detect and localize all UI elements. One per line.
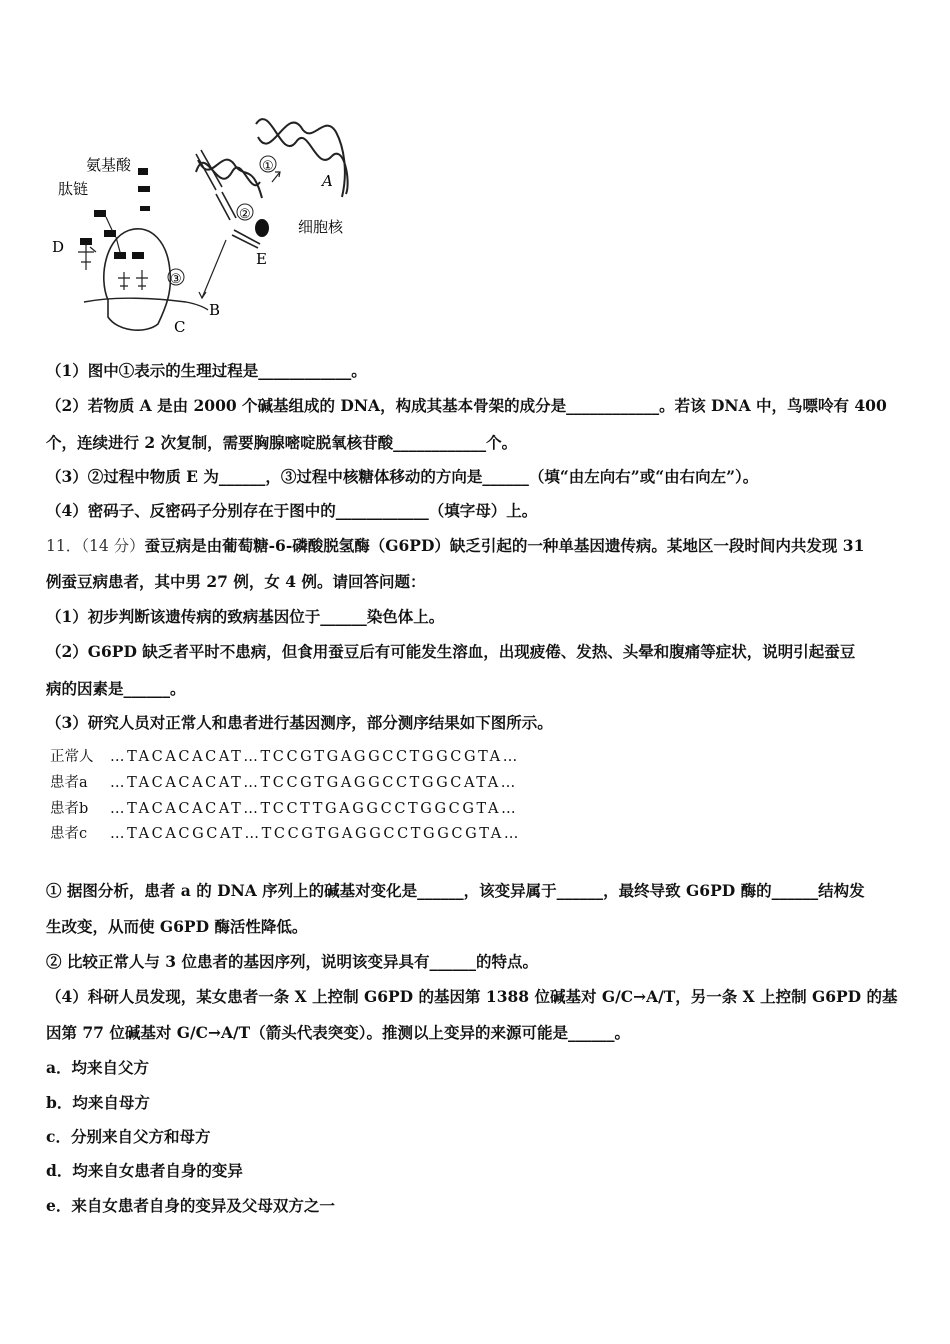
label-circle1: ①: [262, 159, 274, 174]
q11-part1: （1）初步判断该遗传病的致病基因位于______染色体上。: [46, 607, 445, 626]
label-E: E: [256, 250, 267, 268]
option-a: a．均来自父方: [46, 1058, 150, 1077]
q10-part4: （4）密码子、反密码子分别存在于图中的____________（填字母）上。: [46, 501, 538, 520]
q11-sub1-line1: ① 据图分析，患者 a 的 DNA 序列上的碱基对变化是______，该变异属于______，最终导致 G6PD 酶的______结构发: [46, 881, 865, 900]
label-A: A: [322, 172, 333, 190]
sequence-row: [50, 771, 518, 792]
ribosome: [104, 229, 171, 330]
label-amino-acid: 氨基酸: [86, 156, 132, 174]
option-e: e．来自女患者自身的变异及父母双方之一: [46, 1196, 335, 1215]
translation-diagram: [46, 102, 376, 342]
sequence-row: [50, 797, 518, 818]
label-B: B: [209, 301, 221, 319]
label-C: C: [174, 318, 186, 336]
trna-molecules: [78, 244, 148, 290]
sequence-bases: …TACACACAT…TCCGTGAGGCCTGGCGTA…: [110, 749, 520, 765]
q10-part2-line1: （2）若物质 A 是由 2000 个碱基组成的 DNA，构成其基本骨架的成分是____________。若该 DNA 中，鸟嘌呤有 400: [46, 396, 887, 415]
rna-polymerase-E: [255, 219, 269, 237]
option-c: c．分别来自父方和母方: [46, 1127, 211, 1146]
sequence-bases: …TACACGCAT…TCCGTGAGGCCTGGCGTA…: [110, 826, 521, 842]
option-b: b．均来自母方: [46, 1093, 150, 1112]
q11-intro-line1: [46, 535, 864, 557]
sequence-subject: 正常人: [50, 749, 94, 765]
q11-part4-line2: 因第 77 位碱基对 G/C→A/T（箭头代表突变）。推测以上变异的来源可能是______。: [46, 1023, 630, 1042]
sequence-row: [50, 822, 521, 843]
q11-part2-line2: 病的因素是______。: [46, 679, 186, 698]
q11-intro-line2: 例蚕豆病患者，其中男 27 例，女 4 例。请回答问题：: [46, 572, 426, 591]
sequence-row: [50, 745, 520, 766]
sequence-bases: …TACACACAT…TCCTTGAGGCCTGGCGTA…: [110, 801, 519, 817]
label-nucleus: 细胞核: [298, 218, 344, 236]
q11-sub2: ② 比较正常人与 3 位患者的基因序列，说明该变异具有______的特点。: [46, 952, 538, 971]
q10-part1: （1）图中①表示的生理过程是____________。: [46, 361, 367, 380]
q11-part2-line1: （2）G6PD 缺乏者平时不患病，但食用蚕豆后有可能发生溶血，出现疲倦、发热、头晕和腹痛等症状，说明引起蚕豆: [46, 642, 856, 661]
sequence-subject: 患者c: [50, 826, 88, 842]
label-circle3: ③: [170, 272, 182, 287]
label-peptide: 肽链: [58, 180, 89, 198]
label-D: D: [52, 238, 65, 256]
mrna-strand: [84, 298, 208, 310]
process-arrows: [90, 172, 280, 298]
peptide-chain: [80, 168, 150, 259]
q10-part3: （3）②过程中物质 E 为______，③过程中核糖体移动的方向是______（填“由左向右”或“由右向左”）。: [46, 467, 759, 486]
sequence-subject: 患者a: [50, 775, 88, 791]
option-d: d．均来自女患者自身的变异: [46, 1161, 243, 1180]
q11-intro-text: 蚕豆病是由葡萄糖-6-磷酸脱氢酶（G6PD）缺乏引起的一种单基因遗传病。某地区一段时间内共发现 31: [144, 536, 865, 555]
q11-part3: （3）研究人员对正常人和患者进行基因测序，部分测序结果如下图所示。: [46, 713, 553, 732]
label-circle2: ②: [239, 207, 251, 222]
q10-part2-line2: 个，连续进行 2 次复制，需要胸腺嘧啶脱氧核苷酸____________个。: [46, 433, 518, 452]
q11-sub1-line2: 生改变，从而使 G6PD 酶活性降低。: [46, 917, 308, 936]
sequence-bases: …TACACACAT…TCCGTGAGGCCTGGCATA…: [110, 775, 518, 791]
q11-heading: 11．（14 分）: [46, 537, 145, 555]
sequence-subject: 患者b: [50, 801, 89, 817]
q11-part4-line1: （4）科研人员发现，某女患者一条 X 上控制 G6PD 的基因第 1388 位碱基对 G/C→A/T，另一条 X 上控制 G6PD 的基: [46, 987, 898, 1006]
